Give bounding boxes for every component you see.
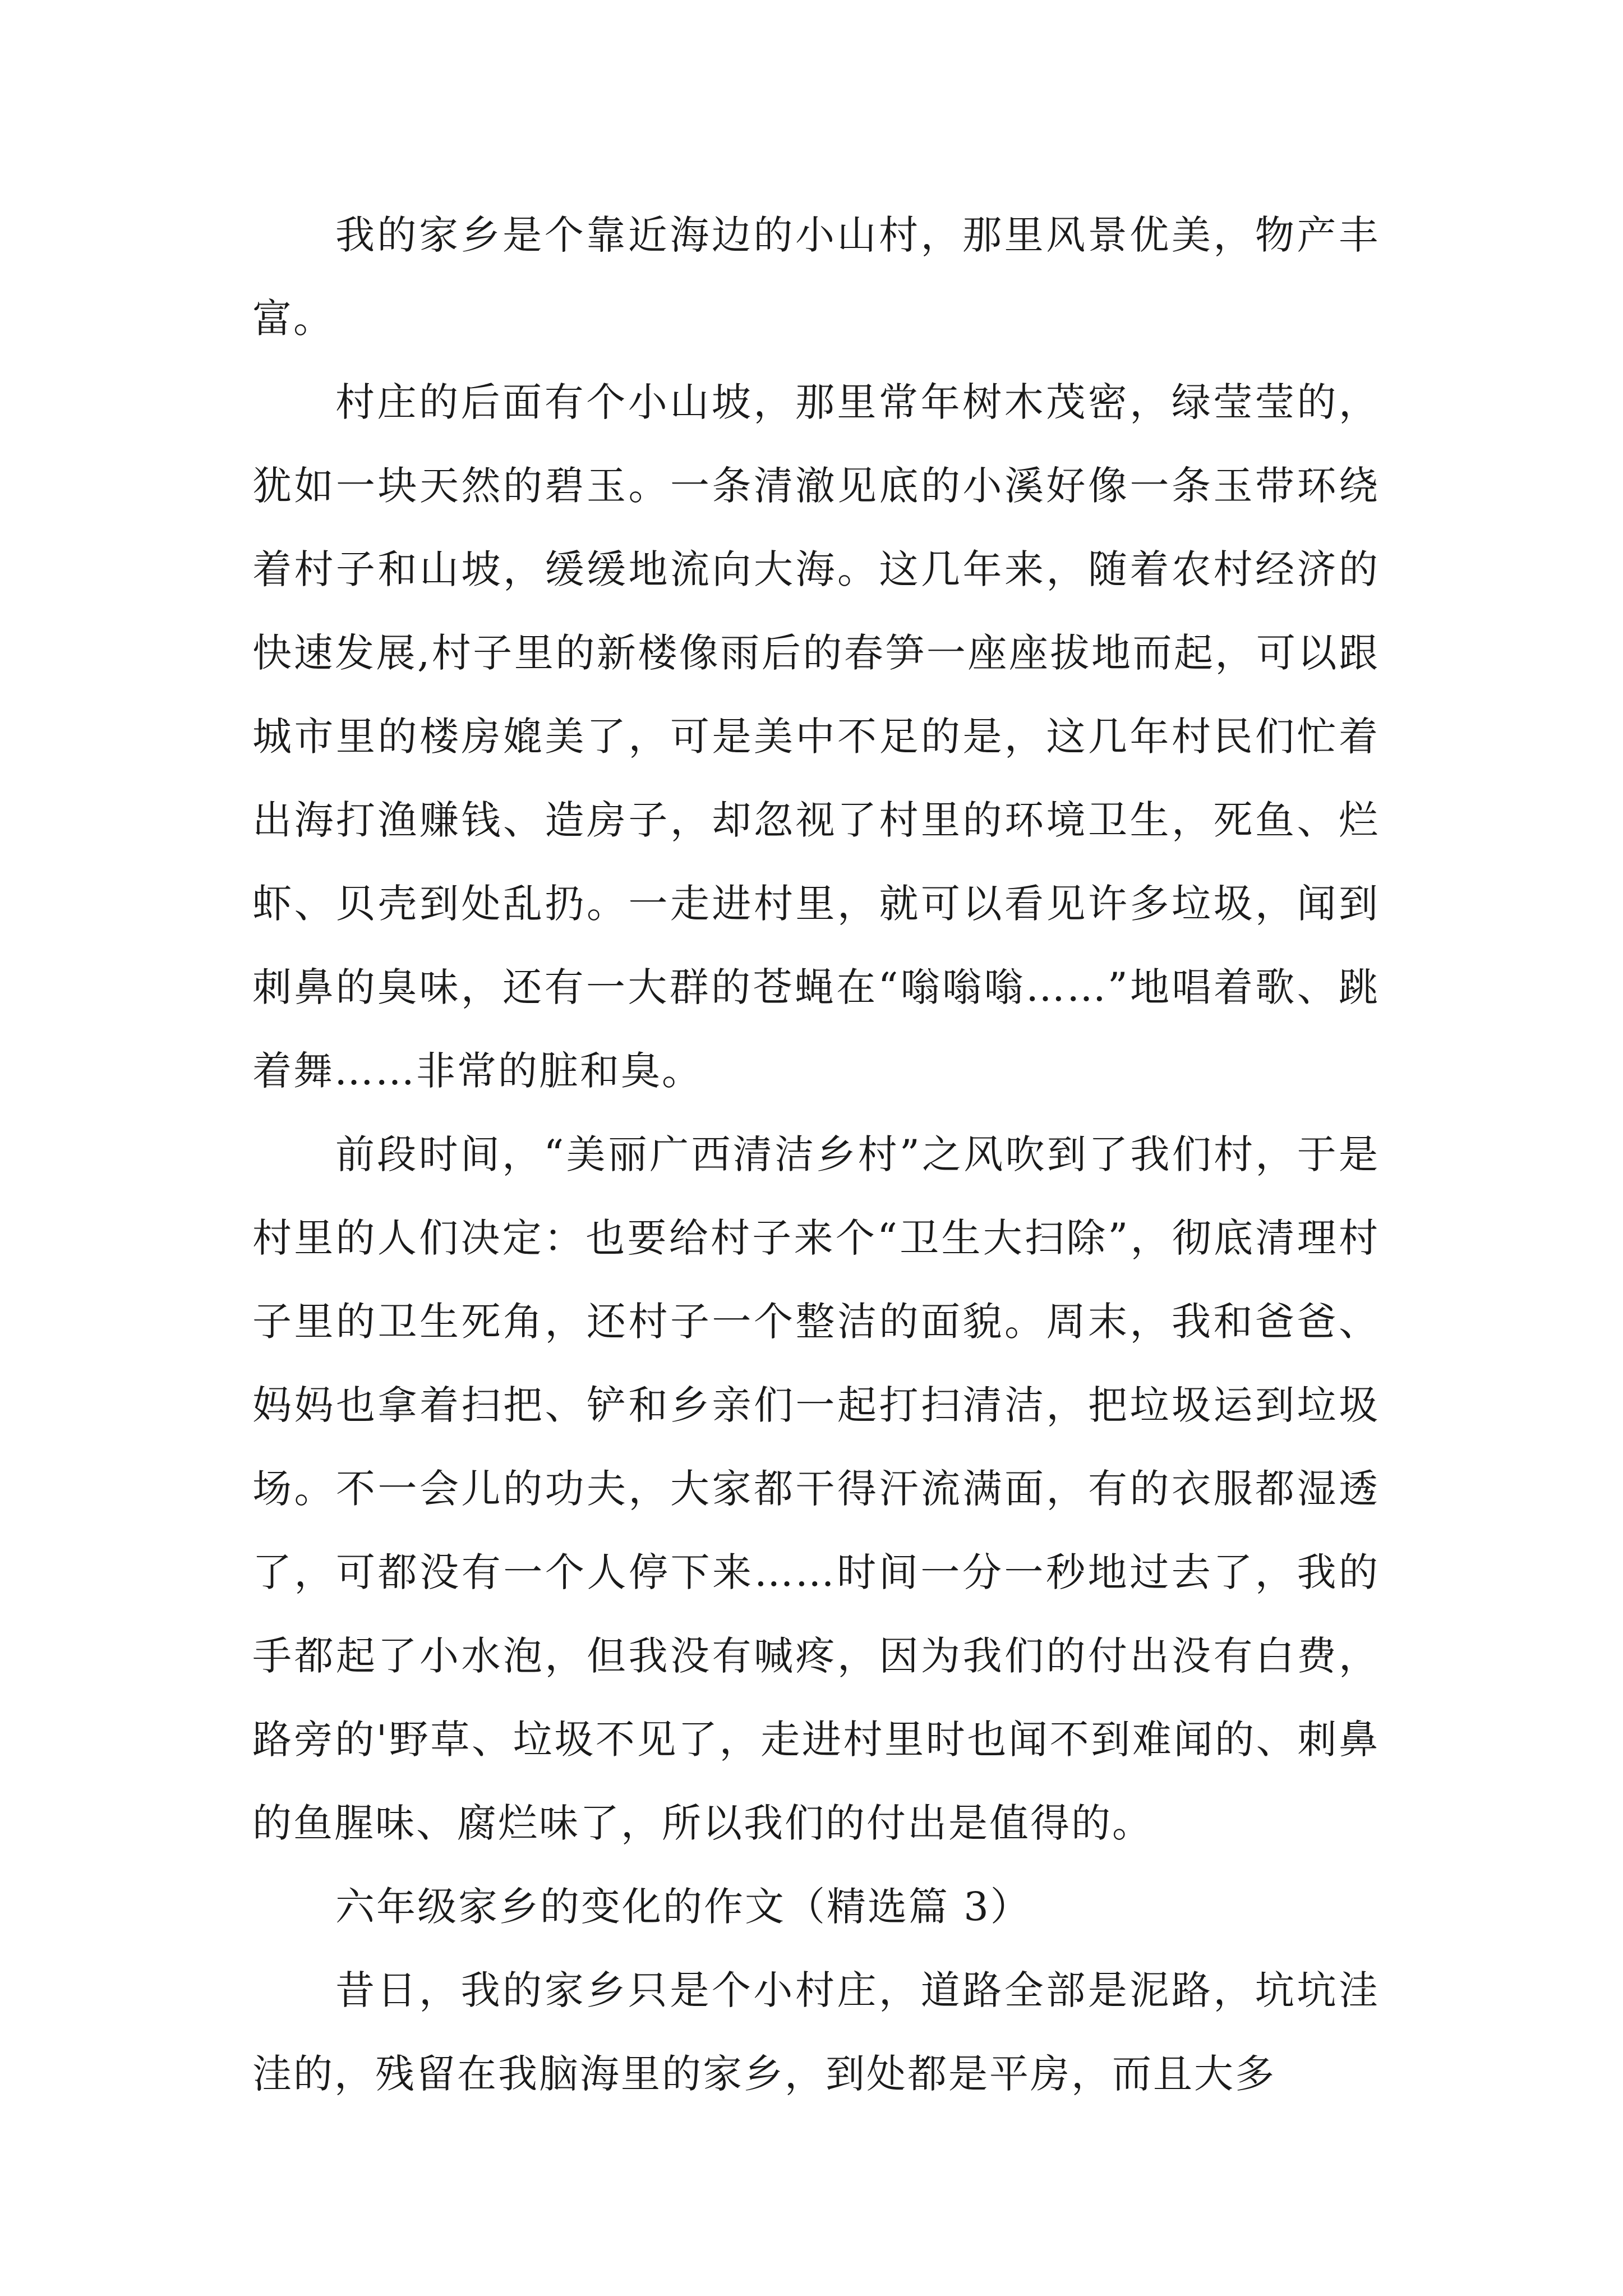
paragraph-intro: 我的家乡是个靠近海边的小山村，那里风景优美，物产丰富。 [252, 212, 1380, 342]
document-body [252, 194, 1380, 2116]
section-heading: 六年级家乡的变化的作文（精选篇 3） [335, 1884, 1031, 1930]
paragraph-village-description: 村庄的后面有个小山坡，那里常年树木茂密，绿莹莹的，犹如一块天然的碧玉。一条清澈见底的小溪好像一条玉带环绕着村子和山坡，缓缓地流向大海。这几年来，随着农村经济的快速发展,村子里的新楼像雨后的春笋一座座拔地而起，可以跟城市里的楼房媲美了，可是美中不足的是，这几年村民们忙着出海打渔赚钱、造房子，却忽视了村里的环境卫生，死鱼、烂虾、贝壳到处乱扔。一走进村里，就可以看见许多垃圾，闻到刺鼻的臭味，还有一大群的苍蝇在“嗡嗡嗡……”地唱着歌、跳着舞……非常的脏和臭。 [252, 379, 1380, 1094]
paragraph-past-hometown: 昔日，我的家乡只是个小村庄，道路全部是泥路，坑坑洼洼的，残留在我脑海里的家乡，到处都是平房，而且大多 [252, 1967, 1380, 2097]
paragraph-clean-up: 前段时间，“美丽广西清洁乡村”之风吹到了我们村，于是村里的人们决定：也要给村子来个“卫生大扫除”，彻底清理村子里的卫生死角，还村子一个整洁的面貌。周末，我和爸爸、妈妈也拿着扫把、铲和乡亲们一起打扫清洁，把垃圾运到垃圾场。不一会儿的功夫，大家都干得汗流满面，有的衣服都湿透了，可都没有一个人停下来……时间一分一秒地过去了，我的手都起了小水泡，但我没有喊疼，因为我们的付出没有白费，路旁的'野草、垃圾不见了，走进村里时也闻不到难闻的、刺鼻的鱼腥味、腐烂味了，所以我们的付出是值得的。 [252, 1131, 1380, 1846]
